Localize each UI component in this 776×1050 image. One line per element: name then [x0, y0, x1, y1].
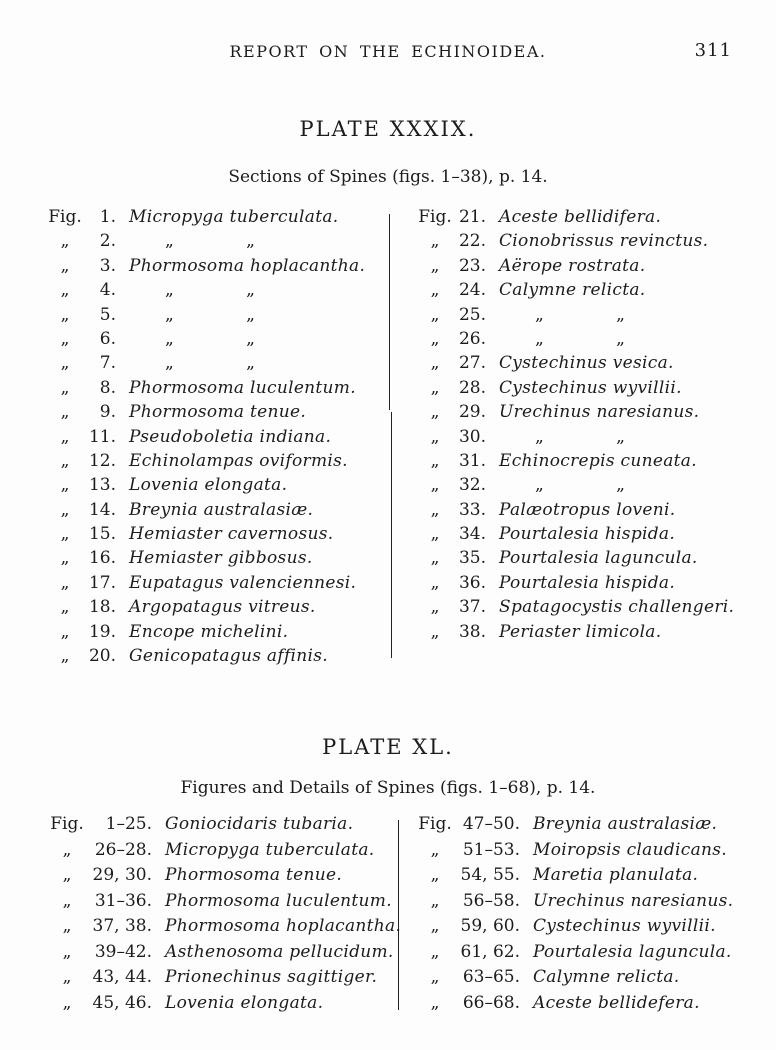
figure-label: „ — [430, 621, 440, 642]
figure-row — [416, 622, 756, 646]
figure-row — [48, 916, 402, 942]
figure-number: 47–50. — [462, 814, 520, 834]
ditto-mark: „ — [246, 353, 256, 374]
species-name — [129, 231, 255, 251]
running-head: REPORT ON THE ECHINOIDEA. — [229, 42, 547, 61]
species-name: Urechinus naresianus. — [499, 402, 700, 423]
figure-number: 23. — [458, 255, 486, 276]
species-name: Lovenia elongata. — [129, 475, 288, 496]
column-divider — [398, 820, 399, 1010]
figure-number: 27. — [458, 353, 486, 374]
ditto-mark: „ — [165, 304, 175, 325]
figure-number: 14. — [88, 499, 116, 520]
species-name: Palæotropus loveni. — [499, 499, 676, 520]
figure-row — [416, 524, 756, 548]
figure-label: Fig. — [418, 207, 452, 227]
figure-number: 25. — [458, 304, 486, 325]
figure-number: 16. — [88, 548, 116, 569]
figure-label: „ — [60, 524, 70, 545]
species-name: Genicopatagus affinis. — [129, 646, 328, 667]
figure-row — [416, 427, 756, 451]
ditto-mark: „ — [246, 328, 256, 349]
figure-label: „ — [62, 865, 72, 885]
ditto-mark: „ — [535, 475, 545, 496]
species-name: Cystechinus vesica. — [499, 353, 674, 374]
figure-row — [416, 231, 756, 255]
figure-label: „ — [62, 916, 72, 936]
figure-row — [416, 967, 766, 993]
figure-number: 32. — [458, 475, 486, 496]
figure-row — [46, 573, 376, 597]
figure-row — [416, 500, 756, 524]
figure-number: 35. — [458, 548, 486, 569]
figure-number: 59, 60. — [460, 916, 520, 936]
species-name: Urechinus naresianus. — [533, 890, 734, 911]
figure-number: 26–28. — [94, 839, 152, 860]
figure-label: „ — [62, 992, 72, 1013]
figure-number: 26. — [458, 328, 486, 349]
figure-label: „ — [430, 839, 440, 860]
figure-row — [46, 646, 376, 670]
ditto-mark: „ — [535, 328, 545, 349]
figure-label: „ — [62, 839, 72, 860]
figure-number: 3. — [99, 255, 116, 276]
figure-row — [46, 280, 376, 304]
figure-number: 51–53. — [462, 839, 520, 860]
ditto-mark: „ — [616, 475, 626, 496]
species-name: Pseudoboletia indiana. — [129, 426, 332, 447]
figure-row — [46, 256, 376, 280]
figure-number: 12. — [88, 450, 116, 471]
species-name — [129, 329, 255, 349]
species-name: Eupatagus valenciennesi. — [129, 572, 357, 593]
ditto-mark: „ — [165, 328, 175, 349]
figure-number: 36. — [458, 572, 486, 593]
species-name: Goniocidaris tubaria. — [165, 814, 354, 834]
figure-label: „ — [430, 328, 440, 349]
figure-number: 56–58. — [462, 890, 520, 911]
species-name: Phormosoma hoplacantha. — [129, 255, 366, 276]
figure-label: Fig. — [50, 814, 84, 834]
figure-number: 4. — [99, 280, 116, 301]
species-name: Hemiaster gibbosus. — [129, 548, 313, 569]
species-name: Pourtalesia laguncula. — [533, 941, 732, 962]
ditto-mark: „ — [616, 426, 626, 447]
figure-number: 9. — [99, 402, 116, 423]
figure-number: 20. — [88, 646, 116, 667]
species-name: Phormosoma hoplacantha. — [165, 916, 402, 936]
species-name: Spatagocystis challengeri. — [499, 597, 735, 618]
species-name: Pourtalesia laguncula. — [499, 548, 698, 569]
figure-number: 66–68. — [462, 992, 520, 1013]
species-name: Breynia australasiæ. — [533, 814, 718, 834]
figure-label: „ — [60, 548, 70, 569]
figure-label: „ — [430, 402, 440, 423]
figure-label: „ — [60, 304, 70, 325]
figure-number: 13. — [88, 475, 116, 496]
figure-number: 37, 38. — [92, 916, 152, 936]
figure-row — [46, 597, 376, 621]
figure-row — [416, 916, 766, 942]
species-name: Micropyga tuberculata. — [129, 207, 339, 227]
figure-row — [416, 865, 766, 891]
species-name: Breynia australasiæ. — [129, 499, 314, 520]
figure-label: „ — [430, 353, 440, 374]
figure-label: „ — [60, 280, 70, 301]
species-name: Pourtalesia hispida. — [499, 572, 676, 593]
page-number: 311 — [694, 40, 732, 61]
species-name: Maretia planulata. — [533, 865, 699, 885]
ditto-mark: „ — [165, 231, 175, 252]
figure-number: 7. — [99, 353, 116, 374]
figure-row — [46, 524, 376, 548]
figure-number: 31. — [458, 450, 486, 471]
figure-label: „ — [430, 499, 440, 520]
ditto-mark: „ — [616, 328, 626, 349]
figure-row — [416, 475, 756, 499]
figure-row — [416, 378, 756, 402]
species-name: Echinocrepis cuneata. — [499, 450, 697, 471]
figure-row — [46, 231, 376, 255]
figure-row — [416, 451, 756, 475]
figure-label: „ — [430, 280, 440, 301]
column-divider — [391, 412, 392, 658]
figure-label: „ — [430, 865, 440, 885]
plate39-left-column — [46, 207, 376, 670]
figure-row — [416, 280, 756, 304]
figure-number: 31–36. — [94, 890, 152, 911]
figure-number: 24. — [458, 280, 486, 301]
figure-number: 1–25. — [105, 814, 152, 834]
figure-label: „ — [62, 967, 72, 987]
figure-row — [416, 993, 766, 1019]
figure-number: 30. — [458, 426, 486, 447]
figure-label: „ — [430, 231, 440, 252]
figure-number: 15. — [88, 524, 116, 545]
ditto-mark: „ — [535, 304, 545, 325]
plate40-title: PLATE XL. — [322, 735, 454, 759]
species-name: Aërope rostrata. — [499, 255, 646, 276]
figure-label: „ — [430, 916, 440, 936]
figure-label: „ — [60, 328, 70, 349]
figure-row — [48, 993, 388, 1019]
figure-number: 37. — [458, 597, 486, 618]
plate40-subtitle: Figures and Details of Spines (figs. 1–68), p. 14. — [180, 778, 596, 798]
species-name: Encope michelini. — [129, 621, 289, 642]
ditto-mark: „ — [246, 231, 256, 252]
figure-label: „ — [430, 255, 440, 276]
species-name: Asthenosoma pellucidum. — [165, 941, 394, 962]
figure-row — [46, 329, 376, 353]
figure-number: 63–65. — [462, 967, 520, 987]
figure-number: 22. — [458, 231, 486, 252]
species-name: Cystechinus wyvillii. — [499, 377, 682, 398]
ditto-mark: „ — [246, 280, 256, 301]
species-name: Phormosoma luculentum. — [129, 377, 356, 398]
figure-row — [46, 500, 376, 524]
species-name: Calymne relicta. — [499, 280, 646, 301]
figure-label: „ — [430, 377, 440, 398]
figure-label: „ — [430, 475, 440, 496]
figure-label: „ — [430, 941, 440, 962]
figure-row — [46, 402, 376, 426]
figure-row — [46, 353, 376, 377]
figure-label: „ — [60, 377, 70, 398]
figure-row — [46, 475, 376, 499]
species-name: Lovenia elongata. — [165, 992, 324, 1013]
figure-label: „ — [430, 967, 440, 987]
figure-label: „ — [430, 426, 440, 447]
figure-number: 2. — [99, 231, 116, 252]
figure-row — [416, 305, 756, 329]
figure-label: „ — [60, 499, 70, 520]
figure-label: „ — [60, 646, 70, 667]
figure-row — [46, 622, 376, 646]
figure-number: 11. — [88, 426, 116, 447]
species-name: Prionechinus sagittiger. — [165, 967, 378, 987]
figure-row — [48, 840, 388, 866]
species-name: Micropyga tuberculata. — [165, 839, 375, 860]
figure-number: 18. — [88, 597, 116, 618]
figure-number: 17. — [88, 572, 116, 593]
species-name: Hemiaster cavernosus. — [129, 524, 334, 545]
figure-row — [416, 573, 756, 597]
figure-row — [48, 941, 394, 968]
figure-number: 34. — [458, 524, 486, 545]
figure-label: „ — [60, 255, 70, 276]
species-name: Pourtalesia hispida. — [499, 524, 676, 545]
figure-label: Fig. — [418, 814, 452, 834]
species-name: Phormosoma tenue. — [129, 402, 307, 423]
figure-label: „ — [60, 597, 70, 618]
figure-row — [416, 891, 766, 917]
column-divider — [389, 214, 390, 410]
figure-number: 61, 62. — [460, 941, 520, 962]
figure-row — [416, 256, 756, 280]
figure-row — [416, 353, 756, 377]
species-name: Cystechinus wyvillii. — [533, 916, 716, 936]
ditto-mark: „ — [165, 280, 175, 301]
species-name: Periaster limicola. — [499, 621, 662, 642]
figure-label: „ — [60, 353, 70, 374]
figure-row — [416, 814, 766, 840]
species-name: Aceste bellidifera. — [499, 207, 662, 227]
figure-label: „ — [430, 450, 440, 471]
figure-row — [46, 427, 376, 451]
species-name — [499, 329, 625, 349]
figure-label: „ — [60, 231, 70, 252]
species-name: Argopatagus vitreus. — [129, 597, 316, 618]
figure-label: „ — [60, 572, 70, 593]
figure-number: 29, 30. — [92, 865, 152, 885]
figure-row — [46, 207, 376, 231]
figure-row — [416, 402, 756, 426]
figure-row — [416, 548, 756, 572]
figure-number: 43, 44. — [92, 967, 152, 987]
figure-label: „ — [430, 548, 440, 569]
figure-row — [416, 207, 756, 231]
figure-label: „ — [430, 890, 440, 911]
species-name: Aceste bellidefera. — [533, 992, 700, 1013]
species-name — [129, 353, 255, 373]
figure-number: 8. — [99, 377, 116, 398]
figure-row — [48, 890, 392, 917]
figure-number: 6. — [99, 328, 116, 349]
ditto-mark: „ — [246, 304, 256, 325]
species-name: Cionobrissus revinctus. — [499, 231, 709, 252]
plate39-right-column — [416, 207, 756, 646]
figure-number: 19. — [88, 621, 116, 642]
figure-label: „ — [430, 992, 440, 1013]
species-name — [499, 427, 625, 447]
ditto-mark: „ — [165, 353, 175, 374]
figure-number: 29. — [458, 402, 486, 423]
figure-label: „ — [430, 572, 440, 593]
figure-label: „ — [430, 524, 440, 545]
plate40-right-column — [416, 814, 766, 1018]
species-name: Calymne relicta. — [533, 967, 680, 987]
figure-row — [416, 942, 766, 968]
species-name: Phormosoma tenue. — [165, 865, 343, 885]
figure-row — [416, 597, 756, 621]
species-name — [129, 305, 255, 325]
figure-row — [46, 378, 376, 402]
plate39-title: PLATE XXXIX. — [299, 117, 477, 141]
figure-row — [416, 329, 756, 353]
ditto-mark: „ — [616, 304, 626, 325]
figure-number: 38. — [458, 621, 486, 642]
figure-number: 54, 55. — [460, 865, 520, 885]
figure-number: 28. — [458, 377, 486, 398]
species-name — [129, 280, 255, 300]
species-name — [499, 305, 625, 325]
species-name: Phormosoma luculentum. — [165, 890, 392, 911]
figure-label: „ — [60, 426, 70, 447]
species-name: Moiropsis claudicans. — [533, 839, 728, 860]
figure-label: „ — [60, 402, 70, 423]
plate40-left-column — [48, 814, 402, 1018]
figure-row — [416, 840, 766, 866]
figure-row — [46, 451, 376, 475]
figure-label: „ — [430, 597, 440, 618]
figure-label: „ — [430, 304, 440, 325]
figure-label: Fig. — [48, 207, 82, 227]
figure-label: „ — [60, 450, 70, 471]
ditto-mark: „ — [535, 426, 545, 447]
figure-row — [46, 548, 376, 572]
figure-number: 5. — [99, 304, 116, 325]
figure-row — [46, 305, 376, 329]
figure-number: 21. — [458, 207, 486, 227]
figure-row — [48, 967, 388, 993]
figure-label: „ — [62, 941, 72, 962]
plate39-subtitle: Sections of Spines (figs. 1–38), p. 14. — [228, 167, 548, 187]
figure-number: 45, 46. — [92, 992, 152, 1013]
figure-label: „ — [60, 621, 70, 642]
figure-row — [48, 814, 388, 840]
figure-label: „ — [60, 475, 70, 496]
figure-row — [48, 865, 388, 891]
species-name — [499, 475, 625, 495]
figure-label: „ — [62, 890, 72, 911]
figure-number: 39–42. — [94, 941, 152, 962]
species-name: Echinolampas oviformis. — [129, 450, 348, 471]
figure-number: 33. — [458, 499, 486, 520]
figure-number: 1. — [99, 207, 116, 227]
